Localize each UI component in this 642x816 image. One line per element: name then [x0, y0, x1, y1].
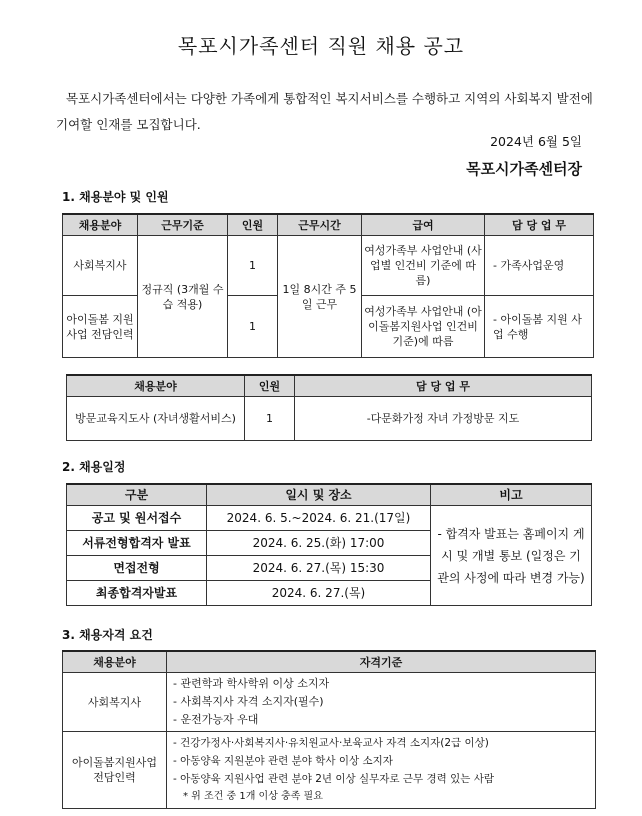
- header-basis: 근무기준: [138, 214, 228, 236]
- header-datetime: 일시 및 장소: [207, 484, 431, 506]
- header-remarks: 비고: [431, 484, 592, 506]
- schedule-value: 2024. 6. 27.(목) 15:30: [207, 556, 431, 581]
- header-duty: 담 당 업 무: [295, 375, 592, 397]
- recruitment-table: [62, 213, 594, 358]
- criteria-item: - 아동양육 지원분야 관련 분야 학사 이상 소지자: [173, 755, 393, 767]
- table-row: [67, 397, 592, 441]
- header-salary: 급여: [362, 214, 485, 236]
- duty-cell: -다문화가정 자녀 가정방문 지도: [295, 397, 592, 441]
- table-row: [63, 236, 594, 296]
- header-field: 채용분야: [63, 651, 167, 673]
- field-cell: 아이돌봄 지원사업 전담인력: [63, 296, 138, 358]
- table-row: [63, 673, 596, 732]
- schedule-value: 2024. 6. 25.(화) 17:00: [207, 531, 431, 556]
- section3-heading: 3. 채용자격 요건: [62, 628, 153, 642]
- count-cell: 1: [228, 236, 278, 296]
- count-cell: 1: [228, 296, 278, 358]
- criteria-item: - 건강가정사·사회복지사·유치원교사·보육교사 자격 소지자(2급 이상): [173, 737, 489, 749]
- field-cell: 사회복지사: [63, 673, 167, 732]
- duty-cell: - 가족사업운영: [485, 236, 594, 296]
- field-cell: 방문교육지도사 (자녀생활서비스): [67, 397, 245, 441]
- hours-cell: 1일 8시간 주 5일 근무: [278, 236, 362, 358]
- schedule-label: 면접전형: [67, 556, 207, 581]
- qualification-table: [62, 650, 596, 809]
- field-cell: 아이돌봄지원사업 전담인력: [63, 732, 167, 809]
- count-cell: 1: [245, 397, 295, 441]
- header-category: 구분: [67, 484, 207, 506]
- section1-heading: 1. 채용분야 및 인원: [62, 190, 169, 204]
- criteria-item: - 관련학과 학사학위 이상 소지자: [173, 677, 330, 690]
- visiting-teacher-table: [66, 374, 592, 441]
- header-count: 인원: [245, 375, 295, 397]
- schedule-table: [66, 483, 592, 606]
- header-criteria: 자격기준: [167, 651, 596, 673]
- schedule-value: 2024. 6. 5.~2024. 6. 21.(17일): [207, 506, 431, 531]
- organization-name: 목포시가족센터장: [466, 160, 582, 178]
- basis-cell: 정규직 (3개월 수습 적용): [138, 236, 228, 358]
- salary-cell: 여성가족부 사업안내 (아이돌봄지원사업 인건비 기준)에 따름: [362, 296, 485, 358]
- announcement-date: 2024년 6월 5일: [490, 134, 582, 149]
- criteria-cell: [167, 732, 596, 809]
- table-row: [67, 506, 592, 531]
- criteria-item: - 사회복지사 자격 소지자(필수): [173, 695, 324, 708]
- criteria-item: - 아동양육 지원사업 관련 분야 2년 이상 실무자로 근무 경력 있는 사람: [173, 773, 495, 785]
- field-cell: 사회복지사: [63, 236, 138, 296]
- criteria-note: * 위 조건 중 1개 이상 충족 필요: [183, 791, 323, 802]
- header-duty: 담 당 업 무: [485, 214, 594, 236]
- section2-heading: 2. 채용일정: [62, 460, 126, 474]
- intro-paragraph: 목포시가족센터에서는 다양한 가족에게 통합적인 복지서비스를 수행하고 지역의 사회복지 발전에 기여할 인재를 모집합니다.: [56, 91, 593, 132]
- page-title: 목포시가족센터 직원 채용 공고: [177, 34, 465, 58]
- duty-cell: - 아이돌봄 지원 사업 수행: [485, 296, 594, 358]
- criteria-cell: [167, 673, 596, 732]
- schedule-label: 공고 및 원서접수: [67, 506, 207, 531]
- header-field: 채용분야: [63, 214, 138, 236]
- table-row: [63, 732, 596, 809]
- schedule-label: 서류전형합격자 발표: [67, 531, 207, 556]
- schedule-label: 최종합격자발표: [67, 581, 207, 606]
- header-hours: 근무시간: [278, 214, 362, 236]
- header-count: 인원: [228, 214, 278, 236]
- schedule-value: 2024. 6. 27.(목): [207, 581, 431, 606]
- schedule-note: - 합격자 발표는 홈페이지 게시 및 개별 통보 (일정은 기관의 사정에 따라 변경 가능): [431, 506, 592, 606]
- criteria-item: - 운전가능자 우대: [173, 713, 259, 726]
- header-field: 채용분야: [67, 375, 245, 397]
- salary-cell: 여성가족부 사업안내 (사업별 인건비 기준에 따름): [362, 236, 485, 296]
